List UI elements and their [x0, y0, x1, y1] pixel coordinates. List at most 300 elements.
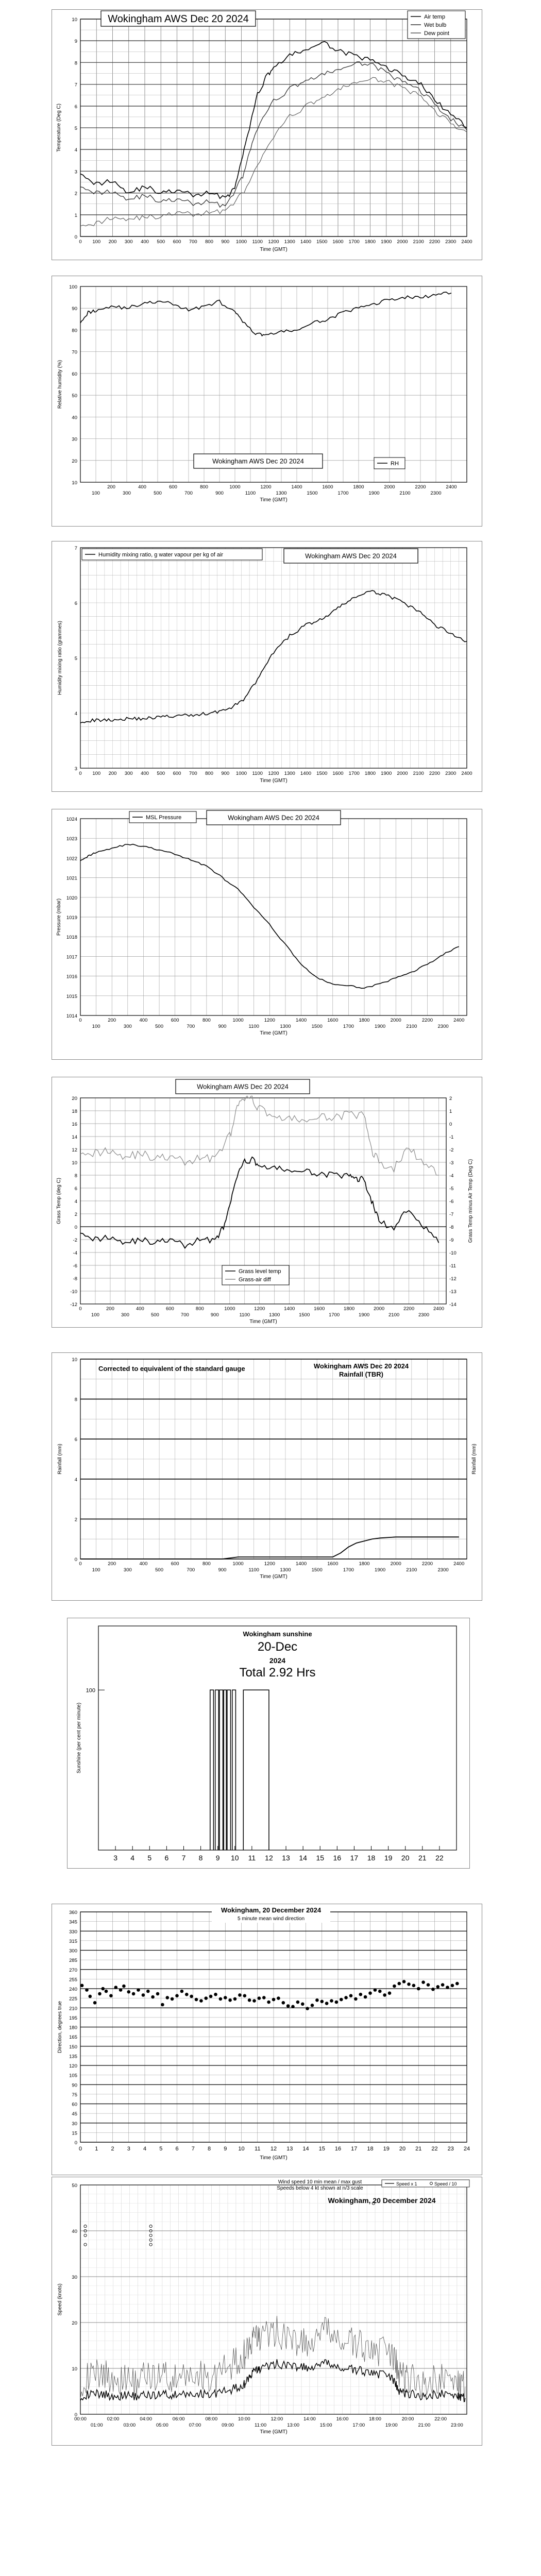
- x-tick-label: 1800: [364, 239, 376, 245]
- x-tick-label: 1500: [299, 1312, 310, 1318]
- x-tick-label: 06:00: [172, 2416, 185, 2422]
- x-tick-label: 0: [78, 2146, 82, 2152]
- chart-title: Wokingham sunshine: [243, 1630, 312, 1638]
- x-tick-label: 17:00: [352, 2422, 365, 2428]
- y-tick-label: 120: [69, 2063, 77, 2069]
- y-tick-label-left: 16: [72, 1122, 77, 1127]
- wind-direction-point: [262, 1996, 266, 1999]
- x-axis-label: Time (GMT): [260, 247, 288, 252]
- x-tick-label: 1100: [239, 1312, 250, 1318]
- y-tick-label-right: -4: [449, 1173, 454, 1179]
- sunshine-bar: [227, 1690, 231, 1850]
- wind-direction-point: [320, 2000, 324, 2004]
- wind-direction-point: [446, 1986, 449, 1989]
- wind-direction-point: [407, 1982, 411, 1986]
- y-tick-label-left: 6: [74, 1186, 77, 1192]
- x-tick-label: 2200: [429, 771, 441, 776]
- x-tick-label: 1200: [254, 1306, 265, 1312]
- sunshine-bar: [243, 1690, 269, 1850]
- wind-direction-point: [277, 1996, 280, 2000]
- x-tick-label: 700: [189, 239, 197, 245]
- x-tick-label: 17: [351, 2146, 358, 2152]
- x-axis-label: Time (GMT): [249, 1319, 277, 1325]
- y-tick-label: 10: [72, 17, 77, 23]
- wind-direction-point: [364, 1995, 367, 1999]
- chart-subtitle: Rainfall (TBR): [339, 1370, 383, 1378]
- wind-direction-chart-panel: [52, 1904, 482, 2175]
- x-tick-label: 1800: [344, 1306, 355, 1312]
- x-tick-label: 15: [318, 2146, 325, 2152]
- sunshine-chart: [67, 1618, 469, 1868]
- x-tick-label: 800: [202, 1018, 211, 1023]
- wind-direction-point: [109, 1994, 113, 1997]
- y-tick-label: 5: [74, 656, 77, 662]
- x-tick-label: 1900: [375, 1024, 386, 1029]
- y-tick-label-right: -8: [449, 1225, 454, 1230]
- wind-direction-point: [378, 1990, 382, 1993]
- wind-direction-point: [219, 1997, 223, 2001]
- x-tick-label: 10:00: [238, 2416, 250, 2422]
- x-tick-label: 1400: [291, 484, 302, 490]
- x-tick-label: 23: [447, 2146, 454, 2152]
- y-tick-label: 100: [69, 284, 77, 290]
- x-tick-label: 0: [79, 1018, 82, 1023]
- x-tick-label: 2000: [390, 1561, 401, 1567]
- x-tick-label: 18: [367, 2146, 374, 2152]
- chart-subtitle: 5 minute mean wind direction: [237, 1916, 305, 1922]
- y-tick-label: 6: [74, 104, 77, 110]
- y-tick-label: 6: [74, 601, 77, 606]
- y-tick-label: 255: [69, 1977, 77, 1983]
- wind-direction-point: [248, 1998, 251, 2002]
- chart-title: Wokingham, 20 December 2024: [221, 1906, 322, 1914]
- wind-direction-point: [296, 2001, 300, 2004]
- y-tick-label-left: -6: [73, 1263, 77, 1269]
- x-tick-label: 600: [173, 239, 181, 245]
- y-tick-label: 90: [72, 306, 77, 312]
- y-tick-label: 150: [69, 2044, 77, 2050]
- x-tick-label: 1000: [232, 1018, 244, 1023]
- chart-title: Wokingham AWS Dec 20 2024: [313, 1362, 409, 1370]
- x-tick-label: 700: [184, 490, 193, 496]
- legend-label: Air temp: [424, 14, 445, 20]
- x-tick-label: 03:00: [123, 2422, 136, 2428]
- rainfall-chart-panel: [52, 1352, 482, 1601]
- legend-label: Speed / 10: [434, 2181, 457, 2187]
- y-tick-label: 5: [74, 126, 77, 131]
- x-tick-label: 1200: [264, 1018, 275, 1023]
- legend-label: Grass level temp: [239, 1268, 281, 1275]
- wind-direction-point: [209, 1995, 213, 1998]
- y-tick-label-left: 10: [72, 1160, 77, 1166]
- x-tick-label: 16: [333, 1854, 342, 1862]
- legend-label: Speed x 1: [396, 2181, 417, 2187]
- x-tick-label: 2300: [437, 1567, 449, 1573]
- y-tick-label-right: -14: [449, 1302, 457, 1308]
- x-tick-label: 2100: [388, 1312, 400, 1318]
- y-tick-label: 50: [72, 2183, 77, 2189]
- wind-direction-point: [368, 1991, 372, 1995]
- x-tick-label: 500: [157, 239, 165, 245]
- x-tick-label: 1200: [264, 1561, 275, 1567]
- x-tick-label: 4: [130, 1854, 135, 1862]
- x-tick-label: 1000: [235, 771, 247, 776]
- wind-direction-point: [306, 2007, 309, 2010]
- x-tick-label: 1900: [359, 1312, 370, 1318]
- x-tick-label: 1400: [296, 1018, 307, 1023]
- x-tick-label: 7: [191, 2146, 195, 2152]
- y-axis-label: Pressure (mbar): [56, 898, 62, 936]
- x-tick-label: 02:00: [107, 2416, 120, 2422]
- x-tick-label: 400: [136, 1306, 144, 1312]
- x-tick-label: 200: [107, 484, 115, 490]
- x-tick-label: 0: [79, 1306, 82, 1312]
- y-tick-label: 10: [72, 480, 77, 486]
- wind-direction-point: [122, 1985, 126, 1988]
- x-tick-label: 2100: [406, 1567, 417, 1573]
- x-tick-label: 1400: [296, 1561, 307, 1567]
- chart-title: Wokingham AWS Dec 20 2024: [228, 814, 319, 822]
- y-tick-label: 0: [74, 2140, 77, 2146]
- gust-marker: [84, 2225, 87, 2228]
- wind-direction-point: [102, 1987, 105, 1991]
- x-tick-label: 0: [79, 1561, 82, 1567]
- x-tick-label: 2: [111, 2146, 114, 2152]
- wind-direction-point: [325, 2002, 329, 2005]
- temperature-chart-panel: [52, 9, 482, 260]
- x-tick-label: 700: [189, 771, 197, 776]
- y-tick-label: 180: [69, 2025, 77, 2031]
- x-tick-label: 800: [205, 239, 213, 245]
- x-tick-label: 24: [463, 2146, 470, 2152]
- x-tick-label: 21:00: [418, 2422, 431, 2428]
- x-tick-label: 100: [92, 1024, 100, 1029]
- x-tick-label: 21: [415, 2146, 422, 2152]
- wind-direction-point: [349, 1994, 353, 1997]
- x-tick-label: 600: [173, 771, 181, 776]
- y-tick-label: 1024: [66, 817, 77, 822]
- x-tick-label: 0: [79, 771, 82, 776]
- x-tick-label: 2300: [430, 490, 442, 496]
- y-tick-label: 1018: [66, 935, 77, 941]
- y-tick-label-left: 20: [72, 1096, 77, 1101]
- y-axis-label: Temperature (Deg C): [56, 104, 62, 152]
- x-tick-label: 12: [270, 2146, 277, 2152]
- y-tick-label: 60: [72, 371, 77, 377]
- x-tick-label: 3: [127, 2146, 130, 2152]
- wind-direction-point: [80, 1984, 84, 1988]
- x-tick-label: 700: [180, 1312, 189, 1318]
- y-tick-label: 1020: [66, 895, 77, 901]
- x-tick-label: 14:00: [303, 2416, 316, 2422]
- x-tick-label: 1100: [245, 490, 256, 496]
- gust-marker: [149, 2243, 152, 2246]
- pressure-chart-panel: [52, 809, 482, 1060]
- x-tick-label: 14: [302, 2146, 309, 2152]
- y-tick-label: 6: [74, 1437, 77, 1443]
- wind-direction-point: [151, 1995, 155, 1999]
- x-tick-label: 1900: [381, 771, 392, 776]
- x-axis-label: Time (GMT): [260, 1030, 288, 1036]
- x-tick-label: 9: [224, 2146, 227, 2152]
- x-tick-label: 300: [121, 1312, 129, 1318]
- y-tick-label-left: 14: [72, 1134, 77, 1140]
- x-tick-label: 8: [198, 1854, 203, 1862]
- y-tick-label: 0: [74, 2412, 77, 2418]
- y-tick-label-right: 2: [449, 1096, 452, 1101]
- y-tick-label: 8: [74, 60, 77, 66]
- x-tick-label: 16:00: [336, 2416, 349, 2422]
- y-tick-label-right: 1: [449, 1109, 452, 1114]
- plot-frame: [80, 286, 467, 482]
- legend-label: MSL Pressure: [146, 815, 182, 821]
- y-tick-label-left: 2: [74, 1212, 77, 1217]
- x-tick-label: 800: [202, 1561, 211, 1567]
- chart-title: Wokingham AWS Dec 20 2024: [197, 1082, 289, 1091]
- wind-direction-point: [311, 2004, 314, 2007]
- x-tick-label: 1900: [368, 490, 380, 496]
- x-tick-label: 2100: [413, 771, 424, 776]
- wind-direction-point: [272, 1998, 276, 2002]
- mixing-ratio-chart-panel: [52, 541, 482, 792]
- wind-direction-point: [267, 2001, 270, 2004]
- x-tick-label: 2300: [445, 771, 457, 776]
- x-tick-label: 800: [195, 1306, 204, 1312]
- y-tick-label-right: -6: [449, 1199, 454, 1205]
- wind-direction-point: [441, 1983, 445, 1987]
- x-tick-label: 200: [108, 771, 117, 776]
- wind-direction-point: [455, 1982, 459, 1986]
- chart-title: Wokingham AWS Dec 20 2024: [305, 552, 397, 560]
- x-tick-label: 4: [143, 2146, 147, 2152]
- y-tick-label: 4: [74, 147, 77, 154]
- wind-direction-point: [89, 1995, 92, 1998]
- y-tick-label: 70: [72, 349, 77, 355]
- x-tick-label: 900: [215, 490, 224, 496]
- wind-direction-point: [417, 1987, 420, 1991]
- y-tick-label: 360: [69, 1910, 77, 1916]
- x-tick-label: 1700: [343, 1024, 354, 1029]
- y-tick-label-left: 0: [74, 1225, 77, 1230]
- x-tick-label: 05:00: [156, 2422, 168, 2428]
- x-tick-label: 400: [139, 1561, 148, 1567]
- y-tick-label: 240: [69, 1987, 77, 1992]
- temperature-chart: [52, 10, 482, 260]
- chart-year: 2024: [269, 1656, 286, 1665]
- y-axis-label: Humidity mixing ratio (grammes): [57, 621, 63, 695]
- x-tick-label: 1400: [300, 771, 312, 776]
- y-tick-label-right: -2: [449, 1147, 454, 1153]
- wind-direction-point: [205, 1996, 208, 2000]
- x-tick-label: 100: [92, 771, 101, 776]
- y-tick-label-left: -2: [73, 1238, 77, 1243]
- x-tick-label: 2000: [374, 1306, 385, 1312]
- x-tick-label: 2200: [421, 1018, 433, 1023]
- x-tick-label: 1000: [224, 1306, 235, 1312]
- x-tick-label: 1300: [280, 1024, 291, 1029]
- x-axis-label: Time (GMT): [260, 2155, 288, 2161]
- y-tick-label: 105: [69, 2073, 77, 2079]
- x-tick-label: 1700: [348, 239, 360, 245]
- wind-direction-point: [393, 1985, 396, 1988]
- x-tick-label: 500: [155, 1567, 163, 1573]
- x-tick-label: 2300: [418, 1312, 430, 1318]
- plot-frame: [80, 2185, 467, 2414]
- wind-direction-point: [383, 1993, 386, 1997]
- x-tick-label: 600: [165, 1306, 174, 1312]
- y-axis-label: Relative humidity (%): [57, 360, 63, 409]
- x-tick-label: 1700: [343, 1567, 354, 1573]
- wind-direction-point: [119, 1988, 123, 1992]
- x-tick-label: 1800: [364, 771, 376, 776]
- x-tick-label: 2400: [453, 1561, 465, 1567]
- y-tick-label-right: -1: [449, 1134, 454, 1140]
- x-tick-label: 18:00: [369, 2416, 381, 2422]
- x-tick-label: 22: [435, 1854, 444, 1862]
- x-tick-label: 2000: [397, 239, 408, 245]
- x-tick-label: 500: [150, 1312, 159, 1318]
- x-tick-label: 22:00: [434, 2416, 447, 2422]
- x-tick-label: 20: [399, 2146, 406, 2152]
- wind-direction-point: [402, 1980, 406, 1984]
- wind-direction-point: [142, 1993, 145, 1997]
- wind-direction-point: [421, 1980, 425, 1984]
- x-tick-label: 1700: [348, 771, 360, 776]
- wind-direction-point: [171, 1997, 174, 2001]
- y-tick-label: 1015: [66, 993, 77, 999]
- y-tick-label: 30: [72, 2121, 77, 2127]
- pressure-chart: [52, 809, 482, 1059]
- x-tick-label: 21: [418, 1854, 427, 1862]
- sunshine-chart-panel: [67, 1618, 470, 1869]
- wind-speed-chart-panel: [52, 2177, 482, 2446]
- x-tick-label: 1800: [359, 1018, 370, 1023]
- x-tick-label: 10: [230, 1854, 239, 1862]
- y-tick-label-left: 18: [72, 1109, 77, 1114]
- x-tick-label: 1100: [252, 771, 263, 776]
- x-tick-label: 900: [218, 1024, 227, 1029]
- y-tick-label: 195: [69, 2015, 77, 2021]
- x-tick-label: 100: [92, 490, 100, 496]
- y-tick-label: 4: [74, 1477, 77, 1483]
- x-tick-label: 2300: [437, 1024, 449, 1029]
- grass-temp-chart-panel: [52, 1077, 482, 1328]
- x-tick-label: 7: [181, 1854, 186, 1862]
- y-tick-label: 1014: [66, 1013, 77, 1019]
- x-tick-label: 600: [169, 484, 177, 490]
- y-tick-label: 165: [69, 2035, 77, 2041]
- y-tick-label-right: 0: [449, 1122, 452, 1127]
- x-tick-label: 2200: [429, 239, 441, 245]
- wind-direction-point: [398, 1982, 401, 1986]
- wind-direction-point: [195, 1998, 198, 2002]
- wind-direction-point: [132, 1992, 136, 1996]
- x-tick-label: 1900: [375, 1567, 386, 1573]
- y-tick-label-left: -12: [70, 1302, 77, 1308]
- gust-marker: [84, 2243, 87, 2246]
- x-tick-label: 300: [123, 1024, 132, 1029]
- x-tick-label: 2000: [384, 484, 395, 490]
- gust-marker: [149, 2234, 152, 2236]
- x-tick-label: 07:00: [189, 2422, 201, 2428]
- x-tick-label: 13: [286, 2146, 293, 2152]
- y-tick-label-right: -7: [449, 1212, 454, 1217]
- wind-direction-point: [344, 1996, 348, 1999]
- chart-note-1: Wind speed 10 min mean / max gust: [278, 2179, 362, 2185]
- x-tick-label: 1700: [329, 1312, 340, 1318]
- x-tick-label: 1600: [332, 239, 344, 245]
- x-tick-label: 1400: [300, 239, 312, 245]
- y-tick-label: 2: [74, 1517, 77, 1523]
- legend-label: Grass-air diff: [239, 1277, 271, 1283]
- y-axis-label-left: Rainfall (mm): [57, 1444, 63, 1475]
- x-tick-label: 200: [108, 1561, 116, 1567]
- x-tick-label: 100: [91, 1312, 99, 1318]
- y-tick-label: 300: [69, 1948, 77, 1954]
- wind-direction-point: [258, 1996, 261, 2000]
- wind-direction-point: [315, 1998, 319, 2002]
- y-tick-label: 2: [74, 191, 77, 197]
- wind-direction-point: [282, 2001, 285, 2005]
- x-tick-label: 300: [124, 239, 133, 245]
- chart-title: Wokingham AWS Dec 20 2024: [212, 457, 304, 465]
- x-tick-label: 700: [187, 1024, 195, 1029]
- y-tick-label: 60: [72, 2102, 77, 2108]
- x-tick-label: 900: [221, 771, 230, 776]
- wind-speed-chart: [52, 2177, 482, 2445]
- x-tick-label: 15: [316, 1854, 325, 1862]
- y-tick-label: 90: [72, 2082, 77, 2089]
- x-tick-label: 600: [171, 1018, 179, 1023]
- wind-direction-point: [146, 1990, 150, 1993]
- y-tick-label: 0: [74, 234, 77, 240]
- x-tick-label: 1500: [311, 1024, 323, 1029]
- x-tick-label: 1200: [268, 239, 279, 245]
- x-tick-label: 1400: [284, 1306, 295, 1312]
- grass-temp-chart: [52, 1077, 482, 1327]
- chart-note: Corrected to equivalent of the standard gauge: [98, 1365, 245, 1372]
- wind-direction-chart: [52, 1904, 482, 2175]
- y-tick-label: 3: [74, 169, 77, 175]
- x-tick-label: 16: [334, 2146, 342, 2152]
- x-tick-label: 12:00: [270, 2416, 283, 2422]
- y-tick-label-left: 4: [74, 1199, 77, 1205]
- wind-direction-point: [137, 1988, 140, 1992]
- y-tick-label-right: -3: [449, 1160, 454, 1166]
- y-tick-label: 45: [72, 2111, 77, 2117]
- y-tick-label-right: -9: [449, 1238, 454, 1243]
- x-tick-label: 3: [113, 1854, 117, 1862]
- wind-direction-point: [301, 2003, 305, 2006]
- x-tick-label: 1300: [284, 771, 295, 776]
- x-tick-label: 20: [401, 1854, 410, 1862]
- y-tick-label: 75: [72, 2092, 77, 2098]
- wind-direction-point: [340, 1998, 343, 2002]
- mixing-ratio-chart: [52, 541, 482, 791]
- x-tick-label: 1500: [316, 239, 328, 245]
- y-tick-label-right: -11: [449, 1263, 457, 1269]
- x-tick-label: 2400: [433, 1306, 445, 1312]
- x-tick-label: 200: [106, 1306, 114, 1312]
- y-tick-label: 20: [72, 2320, 77, 2326]
- x-tick-label: 2400: [453, 1018, 465, 1023]
- sunshine-bar: [210, 1690, 214, 1850]
- x-tick-label: 2100: [413, 239, 424, 245]
- chart-title: Wokingham AWS Dec 20 2024: [108, 13, 249, 25]
- x-tick-label: 1800: [359, 1561, 370, 1567]
- y-tick-label-right: -5: [449, 1186, 454, 1192]
- x-tick-label: 5: [159, 2146, 163, 2152]
